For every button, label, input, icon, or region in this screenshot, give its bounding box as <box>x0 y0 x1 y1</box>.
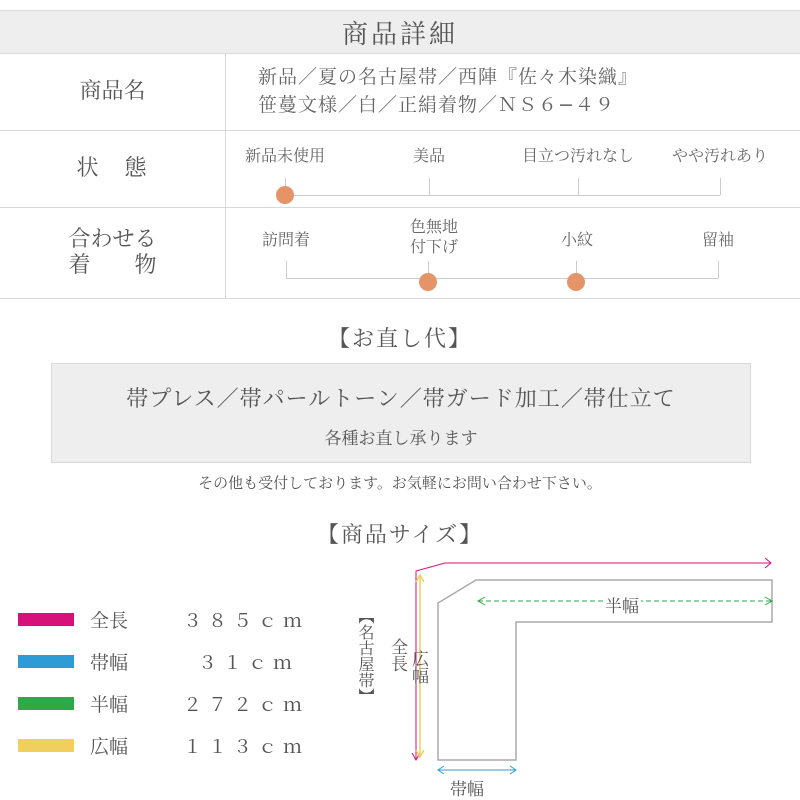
details-title: 商品詳細 <box>0 10 800 54</box>
condition-option-no-stain: 目立つ汚れなし <box>521 146 635 165</box>
match-option-tsukesage: 付下げ <box>409 237 459 256</box>
condition-option-slight-stain: やや汚れあり <box>671 146 769 165</box>
alteration-box <box>51 363 751 463</box>
match-scale-line <box>286 278 718 279</box>
match-label <box>0 208 226 298</box>
match-label-line-1: 合わせる <box>68 227 157 252</box>
match-option-komon <box>561 230 593 250</box>
condition-label: 状 態 <box>0 131 226 207</box>
match-tick <box>718 261 719 278</box>
condition-option-good: 美品 <box>412 146 446 165</box>
match-option-houmongi <box>262 230 310 250</box>
match-selected-dot-iromuji <box>419 273 437 291</box>
diagram-half-width-label: 半幅 <box>603 592 641 617</box>
match-option-komon-text: 小紋 <box>560 230 594 249</box>
inquiry-note: その他も受付しております。お気軽にお問い合わせ下さい。 <box>198 474 602 492</box>
condition-row <box>0 131 800 208</box>
condition-scale-line <box>285 195 720 196</box>
condition-tick <box>429 178 430 195</box>
legend-swatch-obi-width <box>18 655 74 668</box>
alteration-services: 帯プレス／帯パールトーン／帯ガード加工／帯仕立て <box>126 387 676 412</box>
condition-tick <box>720 178 721 195</box>
legend-value-half-width: ２７２ｃｍ <box>183 694 309 716</box>
size-title: 【商品サイズ】 <box>316 523 484 548</box>
condition-option-new: 新品未使用 <box>244 146 326 165</box>
diagram-obi-width-label: 帯幅 <box>450 780 484 800</box>
legend-value-wide-width: １１３ｃｍ <box>183 736 309 758</box>
legend-swatch-half-width <box>18 697 74 710</box>
legend-swatch-wide-width <box>18 739 74 752</box>
legend-value-obi-width: ３１ｃｍ <box>197 652 298 674</box>
legend-value-full-length: ３８５ｃｍ <box>183 610 309 632</box>
match-row <box>0 208 800 299</box>
legend-label-half-width: 半幅 <box>90 694 129 716</box>
product-name-line-1: 新品／夏の名古屋帯／西陣『佐々木染織』 <box>258 66 639 88</box>
product-name-label: 商品名 <box>0 53 226 130</box>
diagram-wide-width-label: 広幅 <box>408 650 428 684</box>
condition-selected-dot <box>276 186 294 204</box>
match-label-line-2: 着 物 <box>68 253 157 278</box>
legend-label-full-length: 全長 <box>90 610 129 632</box>
match-tick <box>286 261 287 278</box>
legend-label-wide-width: 広幅 <box>90 736 129 758</box>
full-length-line <box>416 563 770 760</box>
match-option-tomesode <box>702 230 734 250</box>
match-option-houmongi-text: 訪問着 <box>261 230 311 249</box>
product-name-row <box>0 53 800 131</box>
match-option-iromuji-tsukesage <box>410 217 458 257</box>
legend-label-obi-width: 帯幅 <box>90 652 129 674</box>
product-name-value <box>258 63 638 119</box>
product-name-line-2: 笹蔓文様／白／正絹着物／ＮＳ６−４９ <box>258 94 615 116</box>
legend-swatch-full-length <box>18 613 74 626</box>
condition-tick <box>578 178 579 195</box>
alteration-subtext: 各種お直し承ります <box>324 429 478 449</box>
match-selected-dot-komon <box>567 273 585 291</box>
diagram-full-length-label: 全長 <box>387 638 407 672</box>
obi-type-label: 【名古屋帯】 <box>356 608 375 704</box>
match-option-iromuji: 色無地 <box>409 217 459 236</box>
match-option-tomesode-text: 留袖 <box>701 230 735 249</box>
alteration-title: 【お直し代】 <box>327 327 472 352</box>
